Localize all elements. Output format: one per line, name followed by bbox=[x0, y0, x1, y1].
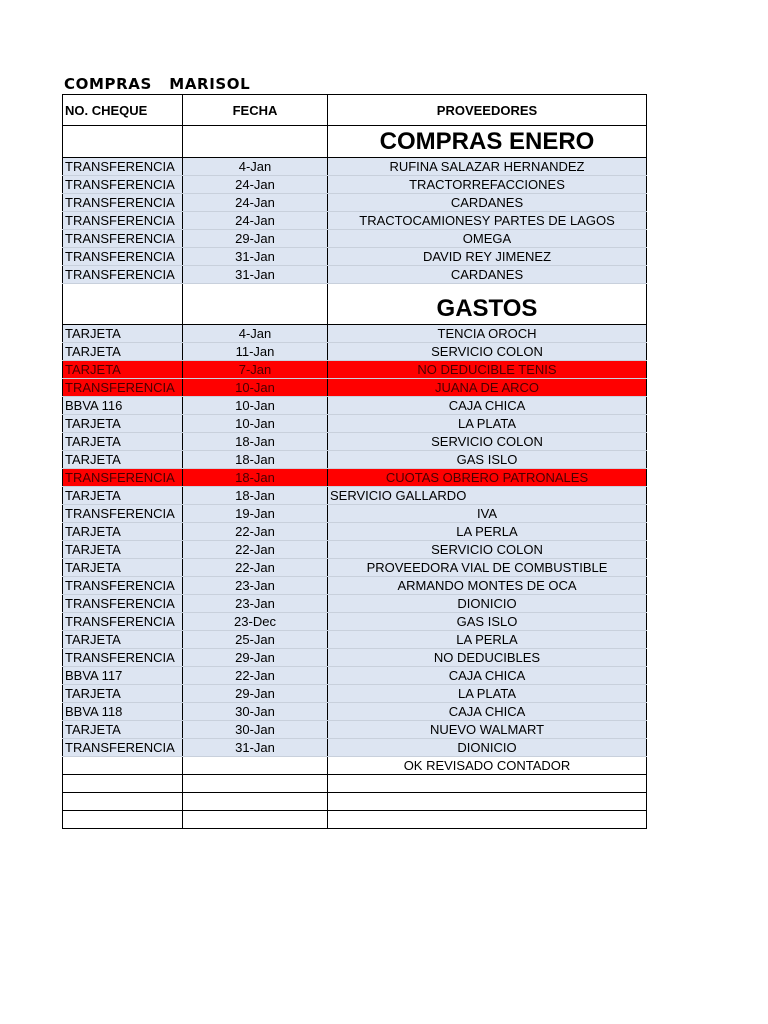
cell-cheque: TARJETA bbox=[63, 721, 183, 739]
cell-proveedor: LA PLATA bbox=[328, 415, 647, 433]
cell-fecha: 11-Jan bbox=[183, 343, 328, 361]
cell-fecha: 22-Jan bbox=[183, 523, 328, 541]
cell-fecha: 10-Jan bbox=[183, 397, 328, 415]
cell-proveedor: PROVEEDORA VIAL DE COMBUSTIBLE bbox=[328, 559, 647, 577]
cell-proveedor: NUEVO WALMART bbox=[328, 721, 647, 739]
table-row bbox=[63, 158, 647, 176]
cell-cheque: TARJETA bbox=[63, 523, 183, 541]
footer-row bbox=[63, 757, 647, 775]
cell-cheque: TARJETA bbox=[63, 631, 183, 649]
footer-note: OK REVISADO CONTADOR bbox=[328, 757, 647, 775]
table-row bbox=[63, 685, 647, 703]
cell-fecha: 4-Jan bbox=[183, 325, 328, 343]
cell-proveedor: SERVICIO COLON bbox=[328, 343, 647, 361]
cell-cheque: TARJETA bbox=[63, 541, 183, 559]
section-row-compras bbox=[63, 126, 647, 158]
cell-cheque: TARJETA bbox=[63, 361, 183, 379]
cell-cheque: TRANSFERENCIA bbox=[63, 469, 183, 487]
cell-proveedor: LA PERLA bbox=[328, 523, 647, 541]
cell-cheque: TRANSFERENCIA bbox=[63, 613, 183, 631]
cell-cheque: TRANSFERENCIA bbox=[63, 248, 183, 266]
table-row bbox=[63, 595, 647, 613]
cell-fecha: 24-Jan bbox=[183, 194, 328, 212]
cell-fecha: 4-Jan bbox=[183, 158, 328, 176]
cell-proveedor: TRACTOCAMIONESY PARTES DE LAGOS bbox=[328, 212, 647, 230]
cell-fecha: 23-Jan bbox=[183, 595, 328, 613]
table-row bbox=[63, 451, 647, 469]
cell-cheque: TARJETA bbox=[63, 451, 183, 469]
cell-fecha: 30-Jan bbox=[183, 703, 328, 721]
cell-proveedor: CUOTAS OBRERO PATRONALES bbox=[328, 469, 647, 487]
cell-fecha: 29-Jan bbox=[183, 685, 328, 703]
cell-cheque: TARJETA bbox=[63, 325, 183, 343]
cell-proveedor: JUANA DE ARCO bbox=[328, 379, 647, 397]
table-row bbox=[63, 703, 647, 721]
table-row bbox=[63, 667, 647, 685]
cell-cheque: TARJETA bbox=[63, 343, 183, 361]
cell-cheque: TRANSFERENCIA bbox=[63, 158, 183, 176]
cell-fecha: 31-Jan bbox=[183, 266, 328, 284]
table-row-highlighted bbox=[63, 361, 647, 379]
table-row bbox=[63, 505, 647, 523]
cell-proveedor: SERVICIO GALLARDO bbox=[328, 487, 647, 505]
cell-cheque: TARJETA bbox=[63, 559, 183, 577]
cell-cheque: TRANSFERENCIA bbox=[63, 212, 183, 230]
cell-fecha: 29-Jan bbox=[183, 649, 328, 667]
cell-cheque: TRANSFERENCIA bbox=[63, 379, 183, 397]
cell-proveedor: CARDANES bbox=[328, 194, 647, 212]
header-cheque: NO. CHEQUE bbox=[63, 95, 183, 126]
cell-proveedor: OMEGA bbox=[328, 230, 647, 248]
table-row bbox=[63, 397, 647, 415]
cell-cheque: TRANSFERENCIA bbox=[63, 739, 183, 757]
table-row bbox=[63, 523, 647, 541]
header-fecha: FECHA bbox=[183, 95, 328, 126]
cell-fecha: 19-Jan bbox=[183, 505, 328, 523]
cell-proveedor: CAJA CHICA bbox=[328, 667, 647, 685]
cell-fecha: 24-Jan bbox=[183, 176, 328, 194]
section-title-compras: COMPRAS ENERO bbox=[328, 126, 647, 158]
cell-cheque: TRANSFERENCIA bbox=[63, 649, 183, 667]
cell-cheque: TARJETA bbox=[63, 685, 183, 703]
cell-fecha: 25-Jan bbox=[183, 631, 328, 649]
table-row bbox=[63, 176, 647, 194]
cell-proveedor: RUFINA SALAZAR HERNANDEZ bbox=[328, 158, 647, 176]
header-row bbox=[63, 95, 647, 126]
cell-cheque: TARJETA bbox=[63, 487, 183, 505]
cell-proveedor: SERVICIO COLON bbox=[328, 433, 647, 451]
table-row-highlighted bbox=[63, 379, 647, 397]
cell-proveedor: CARDANES bbox=[328, 266, 647, 284]
cell-cheque: TARJETA bbox=[63, 415, 183, 433]
cell-fecha: 22-Jan bbox=[183, 667, 328, 685]
cell-proveedor: SERVICIO COLON bbox=[328, 541, 647, 559]
cell-cheque: TARJETA bbox=[63, 433, 183, 451]
table-row bbox=[63, 433, 647, 451]
table-row bbox=[63, 266, 647, 284]
cell-proveedor: LA PLATA bbox=[328, 685, 647, 703]
table-row bbox=[63, 577, 647, 595]
cell-proveedor: GAS ISLO bbox=[328, 613, 647, 631]
cell-fecha: 22-Jan bbox=[183, 541, 328, 559]
cell-cheque: TRANSFERENCIA bbox=[63, 176, 183, 194]
table-row bbox=[63, 739, 647, 757]
cell-fecha: 18-Jan bbox=[183, 487, 328, 505]
cell-fecha: 30-Jan bbox=[183, 721, 328, 739]
table-row bbox=[63, 559, 647, 577]
cell-cheque: TRANSFERENCIA bbox=[63, 505, 183, 523]
table-row bbox=[63, 194, 647, 212]
cell-fecha: 29-Jan bbox=[183, 230, 328, 248]
cell-proveedor: IVA bbox=[328, 505, 647, 523]
empty-row bbox=[63, 793, 647, 811]
table-row bbox=[63, 487, 647, 505]
cell-proveedor: ARMANDO MONTES DE OCA bbox=[328, 577, 647, 595]
table-row bbox=[63, 325, 647, 343]
cell-fecha: 18-Jan bbox=[183, 469, 328, 487]
cell-fecha: 31-Jan bbox=[183, 248, 328, 266]
cell-fecha: 10-Jan bbox=[183, 379, 328, 397]
cell-fecha: 23-Jan bbox=[183, 577, 328, 595]
cell-proveedor: DIONICIO bbox=[328, 739, 647, 757]
table-body bbox=[63, 126, 647, 829]
cell-proveedor: TENCIA OROCH bbox=[328, 325, 647, 343]
section-title-gastos: GASTOS bbox=[328, 284, 647, 325]
cell-cheque: BBVA 116 bbox=[63, 397, 183, 415]
cell-cheque: BBVA 118 bbox=[63, 703, 183, 721]
cell-cheque: TRANSFERENCIA bbox=[63, 230, 183, 248]
sheet-title: COMPRAS MARISOL bbox=[64, 75, 251, 93]
table-row-highlighted bbox=[63, 469, 647, 487]
cell-cheque: TRANSFERENCIA bbox=[63, 194, 183, 212]
table-row bbox=[63, 415, 647, 433]
cell-fecha: 18-Jan bbox=[183, 451, 328, 469]
cell-proveedor: TRACTORREFACCIONES bbox=[328, 176, 647, 194]
cell-proveedor: CAJA CHICA bbox=[328, 397, 647, 415]
table-row bbox=[63, 248, 647, 266]
table-row bbox=[63, 721, 647, 739]
cell-proveedor: NO DEDUCIBLES bbox=[328, 649, 647, 667]
table-row bbox=[63, 212, 647, 230]
cell-proveedor: DIONICIO bbox=[328, 595, 647, 613]
cell-cheque: BBVA 117 bbox=[63, 667, 183, 685]
cell-fecha: 7-Jan bbox=[183, 361, 328, 379]
table-row bbox=[63, 343, 647, 361]
cell-cheque: TRANSFERENCIA bbox=[63, 577, 183, 595]
purchases-table bbox=[62, 94, 647, 829]
cell-cheque: TRANSFERENCIA bbox=[63, 595, 183, 613]
table-row bbox=[63, 541, 647, 559]
cell-proveedor: CAJA CHICA bbox=[328, 703, 647, 721]
section-row-gastos bbox=[63, 284, 647, 325]
header-proveedores: PROVEEDORES bbox=[328, 95, 647, 126]
empty-row bbox=[63, 775, 647, 793]
cell-fecha: 31-Jan bbox=[183, 739, 328, 757]
cell-fecha: 23-Dec bbox=[183, 613, 328, 631]
table-row bbox=[63, 230, 647, 248]
empty-row bbox=[63, 811, 647, 829]
cell-fecha: 18-Jan bbox=[183, 433, 328, 451]
table-row bbox=[63, 613, 647, 631]
cell-proveedor: DAVID REY JIMENEZ bbox=[328, 248, 647, 266]
cell-cheque: TRANSFERENCIA bbox=[63, 266, 183, 284]
cell-proveedor: GAS ISLO bbox=[328, 451, 647, 469]
cell-fecha: 10-Jan bbox=[183, 415, 328, 433]
table-row bbox=[63, 649, 647, 667]
cell-proveedor: NO DEDUCIBLE TENIS bbox=[328, 361, 647, 379]
cell-proveedor: LA PERLA bbox=[328, 631, 647, 649]
table-row bbox=[63, 631, 647, 649]
cell-fecha: 22-Jan bbox=[183, 559, 328, 577]
cell-fecha: 24-Jan bbox=[183, 212, 328, 230]
